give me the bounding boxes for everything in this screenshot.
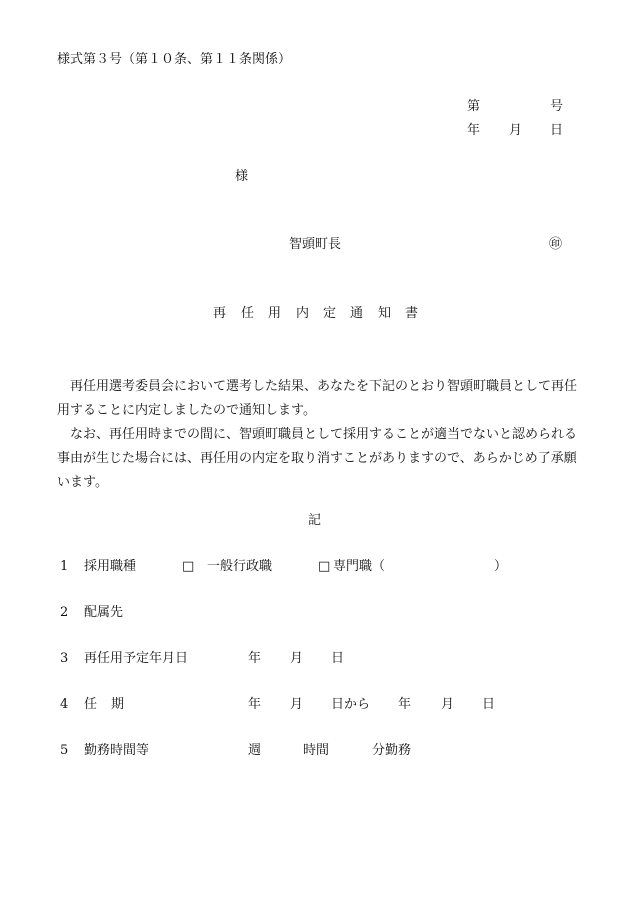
date-day: 日 — [550, 123, 564, 138]
item-number: 4 — [60, 697, 69, 712]
title-char: 書 — [405, 306, 419, 321]
checkbox-general[interactable]: □ — [182, 559, 195, 574]
date-year: 年 — [467, 123, 481, 138]
item-number: 5 — [60, 743, 69, 758]
form-header: 様式第３号（第１０条、第１１条関係） — [57, 52, 292, 67]
item-label: 配属先 — [84, 605, 124, 620]
seal-mark: ㊞ — [549, 237, 563, 252]
item-label: 再任用予定年月日 — [84, 651, 189, 666]
year-label: 年 — [398, 697, 412, 712]
month-label: 月 — [290, 651, 304, 666]
month-label: 月 — [441, 697, 455, 712]
body-text — [57, 375, 582, 495]
minutes-label: 分勤務 — [372, 743, 412, 758]
month-label: 月 — [290, 697, 304, 712]
day-label: 日 — [482, 697, 496, 712]
title-char: 知 — [378, 306, 392, 321]
item-label: 任 — [84, 697, 98, 712]
item-label: 勤務時間等 — [84, 743, 150, 758]
year-label: 年 — [248, 651, 262, 666]
item-number: 2 — [60, 605, 69, 620]
sender: 智頭町長 — [289, 237, 342, 252]
title-char: 内 — [296, 306, 310, 321]
option-general-admin: 一般行政職 — [207, 559, 273, 574]
hours-label: 時間 — [303, 743, 330, 758]
year-label: 年 — [248, 697, 262, 712]
ki-heading: 記 — [308, 513, 322, 528]
title-char: 任 — [241, 306, 255, 321]
item-number: 3 — [60, 651, 69, 666]
title-char: 用 — [268, 306, 282, 321]
day-label: 日 — [331, 651, 345, 666]
checkbox-specialist[interactable]: □ — [318, 559, 331, 574]
body-paragraph: なお、再任用時までの間に、智頭町職員として採用することが適当でないと認められる事由が生じた場合には、再任用の内定を取り消すことがありますので、あらかじめ了承願います。 — [57, 427, 578, 490]
week-label: 週 — [248, 743, 262, 758]
option-specialist: 専門職（ — [333, 559, 386, 574]
title-char: 通 — [350, 306, 364, 321]
date-month: 月 — [509, 123, 523, 138]
item-label: 期 — [111, 697, 125, 712]
number-prefix: 第 — [467, 99, 481, 114]
body-paragraph: 再任用選考委員会において選考した結果、あなたを下記のとおり智頭町職員として再任用することに内定しましたので通知します。 — [57, 379, 578, 418]
item-number: 1 — [60, 559, 69, 574]
item-label: 採用職種 — [84, 559, 137, 574]
day-from-label: 日から — [331, 697, 371, 712]
title-char: 定 — [323, 306, 337, 321]
paren-close: ） — [494, 559, 508, 574]
title-char: 再 — [213, 306, 227, 321]
number-suffix: 号 — [550, 99, 564, 114]
addressee-suffix: 様 — [235, 169, 249, 184]
